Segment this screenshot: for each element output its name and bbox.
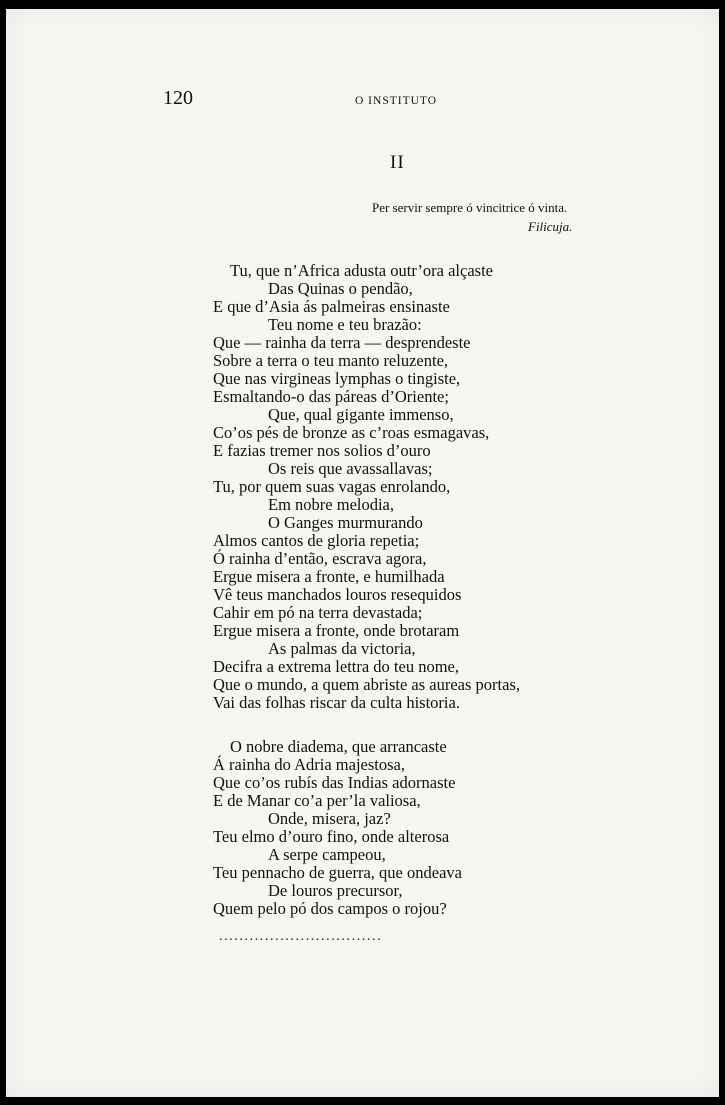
ellipsis-line: ................................ [219,929,383,944]
page-number: 120 [163,87,193,109]
poem-line: A serpe campeou, [268,845,386,864]
poem-line: As palmas da victoria, [268,639,416,658]
poem-line: Que nas virgineas lymphas o tingiste, [213,369,461,388]
poem-line: Que, qual gigante immenso, [268,405,454,424]
poem-line: Ergue misera a fronte, onde brotaram [213,621,460,640]
poem-line: Em nobre melodia, [268,495,395,514]
poem-line: Decifra a extrema lettra do teu nome, [213,657,460,676]
poem-line: Que o mundo, a quem abriste as aureas portas, [213,675,520,694]
poem-line: Sobre a terra o teu manto reluzente, [213,351,449,370]
poem-line: Ergue misera a fronte, e humilhada [213,567,445,586]
poem-line: E de Manar co’a per’la valiosa, [213,791,421,810]
poem-line: De louros precursor, [268,881,403,900]
poem-line: Co’os pés de bronze as c’roas esmagavas, [213,423,490,442]
poem-line: Teu pennacho de guerra, que ondeava [213,863,462,882]
poem-line: Quem pelo pó dos campos o rojou? [213,899,447,918]
poem-line: Á rainha do Adria majestosa, [213,755,405,774]
poem-line: Tu, por quem suas vagas enrolando, [213,477,451,496]
section-numeral: II [390,152,405,173]
running-title: O INSTITUTO [355,95,438,107]
poem-line: Que co’os rubís das Indias adornaste [213,773,456,792]
poem-line: Teu nome e teu brazão: [268,315,422,334]
poem-line: Que — rainha da terra — desprendeste [213,333,471,352]
poem-line: O Ganges murmurando [268,513,423,532]
poem-line: Vai das folhas riscar da culta historia. [213,693,460,712]
poem-line: Vê teus manchados louros resequidos [213,585,462,604]
poem-line: Das Quinas o pendão, [268,279,413,298]
poem-line: E que d’Asia ás palmeiras ensinaste [213,297,450,316]
epigraph-author: Filicuja. [528,219,573,234]
poem-line: Os reis que avassallavas; [268,459,433,478]
poem-line: Cahir em pó na terra devastada; [213,603,423,622]
poem-line: Ó rainha d’então, escrava agora, [213,549,427,568]
poem-line: E fazias tremer nos solios d’ouro [213,441,431,460]
book-page [6,9,719,1097]
epigraph-quote: Per servir sempre ó vincitrice ó vinta. [372,200,568,215]
poem-line: Teu elmo d’ouro fino, onde alterosa [213,827,450,846]
poem-line: Almos cantos de gloria repetia; [213,531,420,550]
poem-line: Esmaltando-o das páreas d’Oriente; [213,387,449,406]
poem-line: Onde, misera, jaz? [268,809,391,828]
poem-line: O nobre diadema, que arrancaste [230,737,447,756]
poem-line: Tu, que n’Africa adusta outr’ora alçaste [230,261,493,280]
